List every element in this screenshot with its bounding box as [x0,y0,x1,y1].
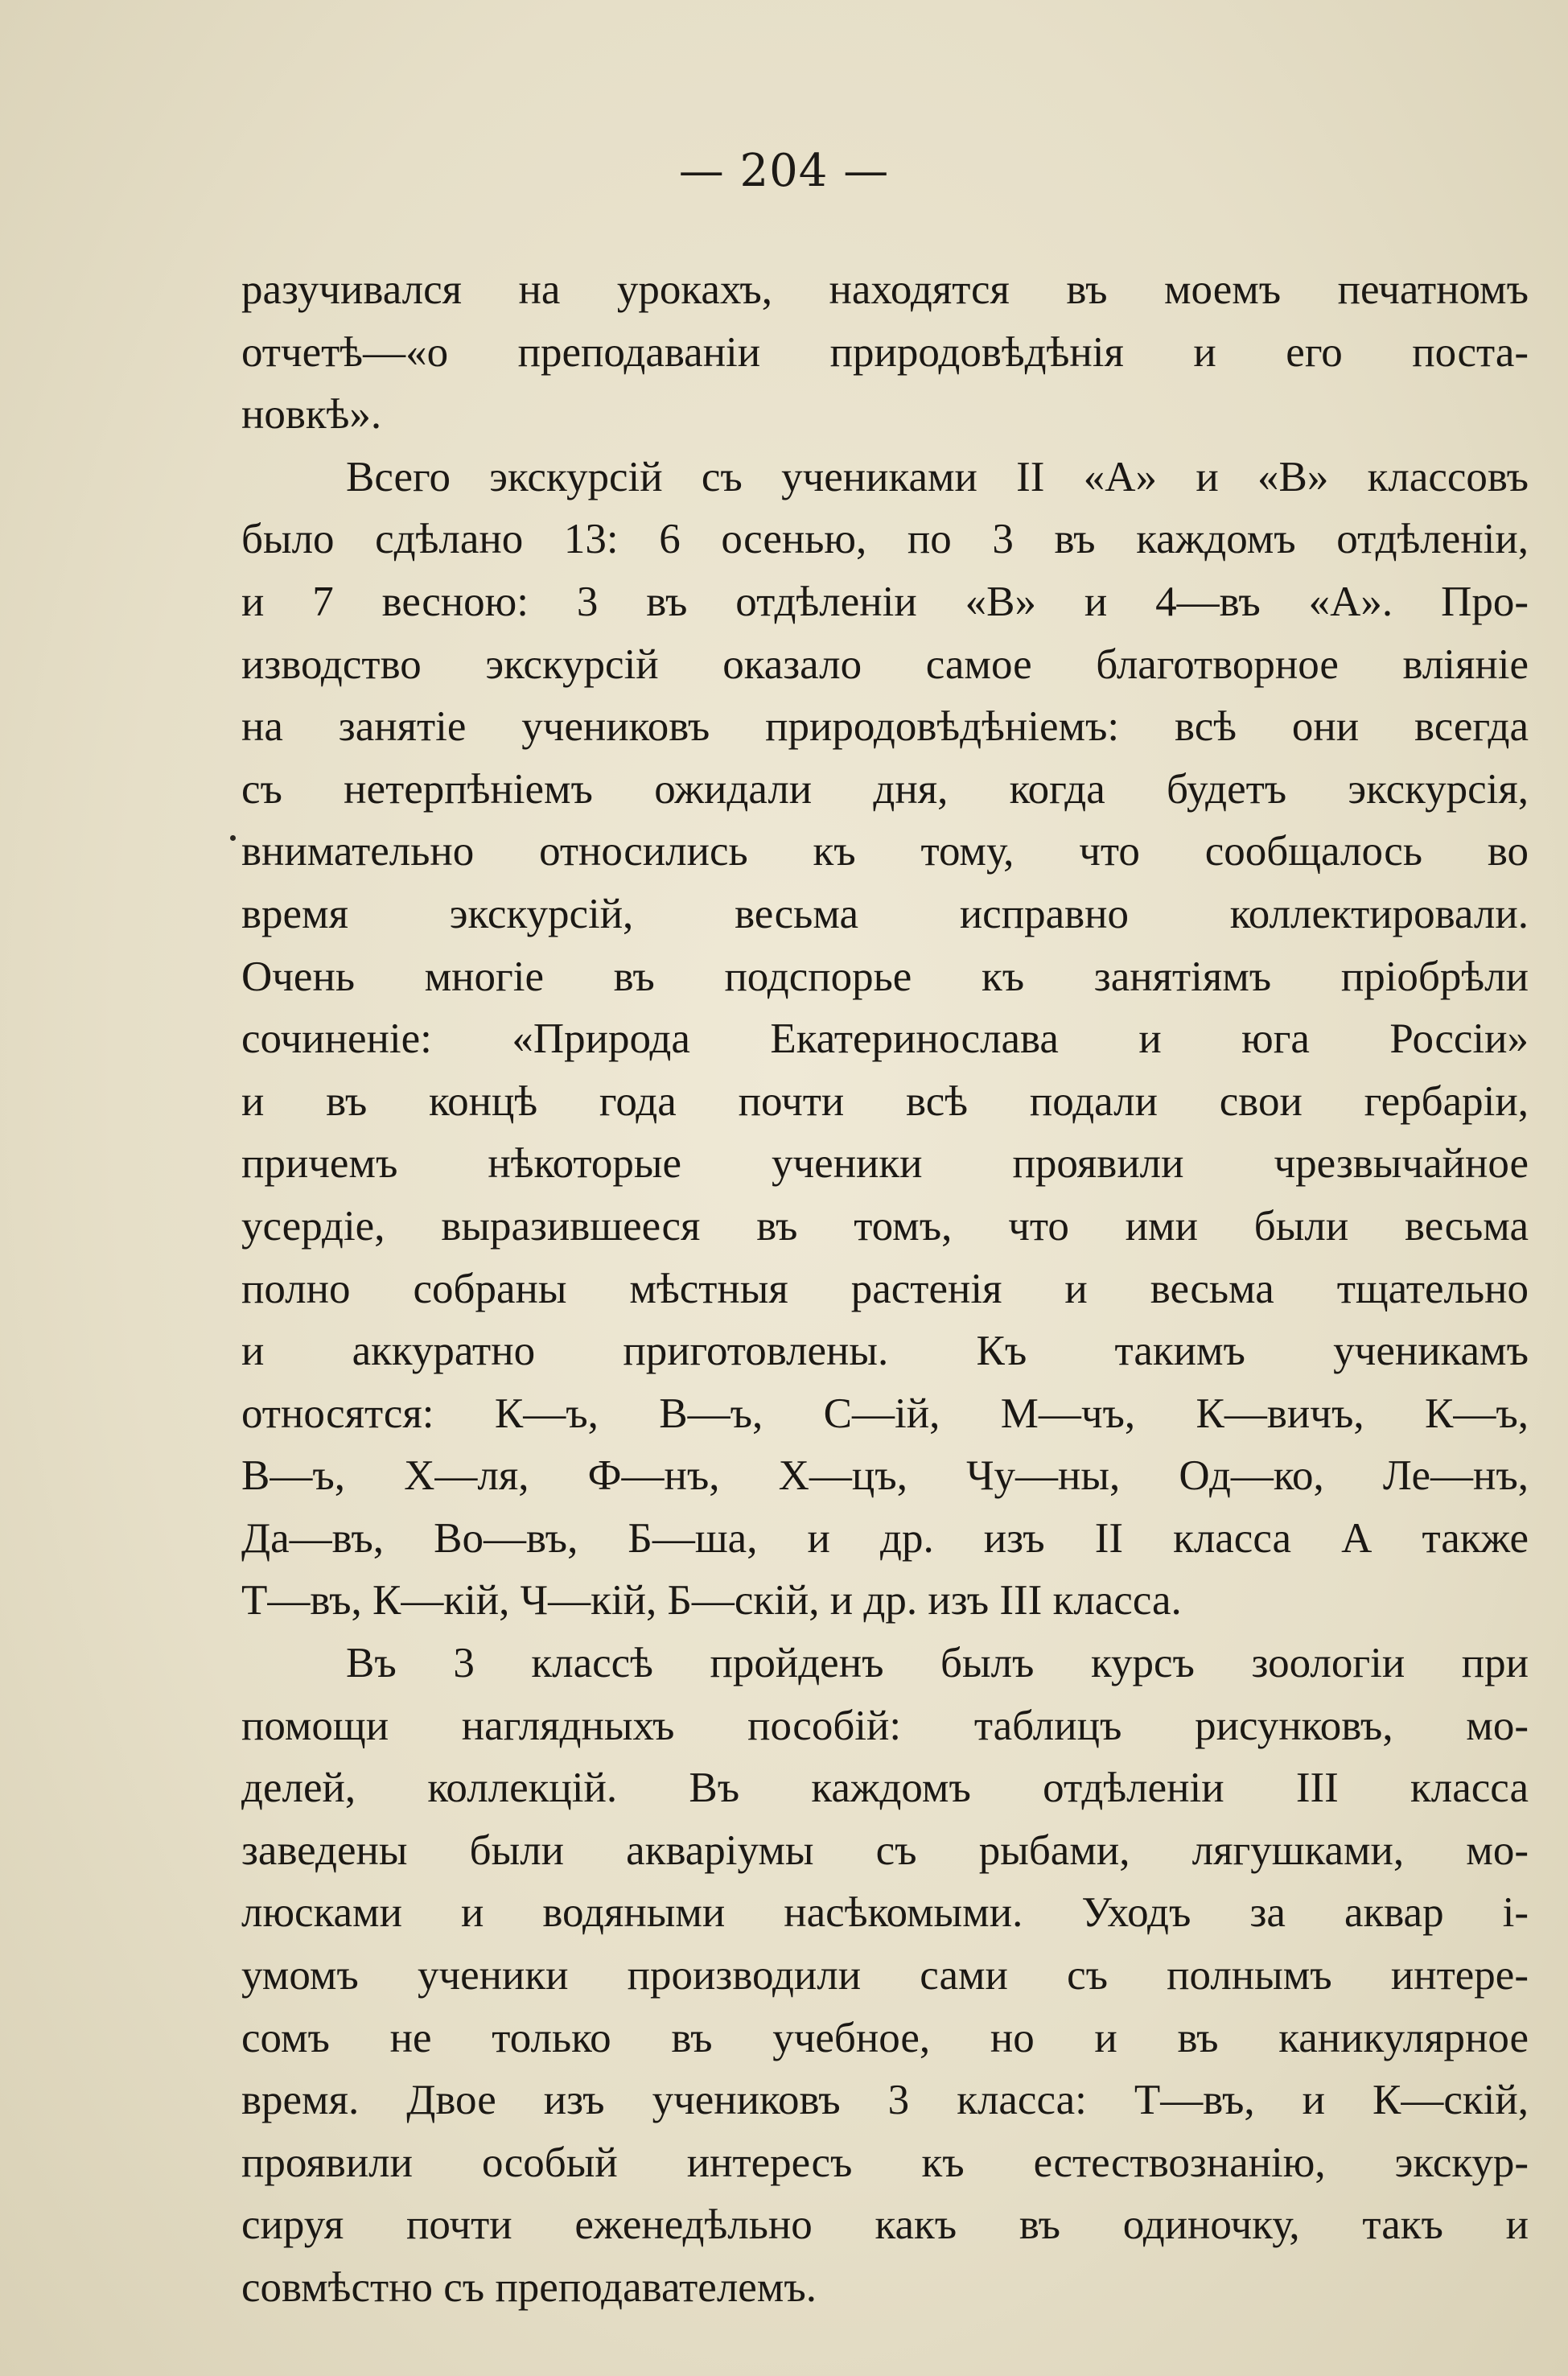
text-line: Т—въ, К—кій, Ч—кій, Б—скій, и др. изъ III класса. [241,1577,1182,1624]
text-line: новкѣ». [241,391,382,439]
text-line: время. Двое изъ учениковъ 3 класса: Т—въ, и К—скій, [241,2077,1529,2124]
text-line: внимательно относились къ тому, что сообщалось во [241,828,1529,875]
text-line: время экскурсій, весьма исправно коллектировали. [241,890,1529,937]
text-line: сочиненіе: «Природа Екатеринослава и юга Россіи» [241,1015,1529,1063]
text-line: заведены были акваріумы съ рыбами, лягушками, мо- [241,1826,1529,1874]
text-line: отчетѣ—«о преподаваніи природовѣдѣнія и его поста- [241,328,1529,376]
ink-speck [230,835,236,841]
text-line: сомъ не только въ учебное, но и въ каникулярное [241,2014,1529,2061]
text-line: изводство экскурсій оказало самое благотворное вліяніе [241,640,1529,688]
page-number: — 204 — [678,145,890,197]
text-line: и аккуратно приготовлены. Къ такимъ ученикамъ [241,1328,1529,1375]
text-line: помощи наглядныхъ пособій: таблицъ рисунковъ, мо- [241,1702,1529,1749]
text-line: проявили особый интересъ къ естествознанію, экскур- [241,2139,1529,2186]
text-line: люсками и водяными насѣкомыми. Уходъ за аквар і- [241,1889,1529,1937]
text-line: относятся: К—ъ, В—ъ, С—ій, М—чъ, К—вичъ, К—ъ, [241,1390,1529,1437]
text-line: на занятіе учениковъ природовѣдѣніемъ: всѣ они всегда [241,703,1529,751]
text-line: умомъ ученики производили сами съ полнымъ интере- [241,1952,1529,1999]
page-body-text [241,259,1529,2320]
text-line: В—ъ, Х—ля, Ф—нъ, Х—цъ, Чу—ны, Од—ко, Ле—нъ, [241,1452,1529,1500]
text-line: было сдѣлано 13: 6 осенью, по 3 въ каждомъ отдѣленіи, [241,516,1529,563]
text-line: Всего экскурсій съ учениками II «А» и «В» классовъ [346,453,1529,500]
text-line: усердіе, выразившееся въ томъ, что ими были весьма [241,1202,1529,1250]
text-line: Очень многіе въ подспорье къ занятіямъ пріобрѣли [241,953,1529,1000]
text-line: и въ концѣ года почти всѣ подали свои гербаріи, [241,1077,1529,1125]
text-line: полно собраны мѣстныя растенія и весьма тщательно [241,1265,1529,1312]
text-line: разучивался на урокахъ, находятся въ моемъ печатномъ [241,266,1529,313]
text-line: делей, коллекцій. Въ каждомъ отдѣленіи III класса [241,1764,1529,1812]
text-line: причемъ нѣкоторые ученики проявили чрезвычайное [241,1140,1529,1188]
text-line: Да—въ, Во—въ, Б—ша, и др. изъ II класса А также [241,1514,1529,1562]
text-line: совмѣстно съ преподавателемъ. [241,2264,817,2311]
text-line: съ нетерпѣніемъ ожидали дня, когда будетъ экскурсія, [241,765,1529,813]
text-line: Въ 3 классѣ пройденъ былъ курсъ зоологіи при [346,1640,1529,1687]
text-line: сируя почти еженедѣльно какъ въ одиночку, такъ и [241,2201,1529,2249]
text-line: и 7 весною: 3 въ отдѣленіи «В» и 4—въ «А». Про- [241,578,1529,625]
